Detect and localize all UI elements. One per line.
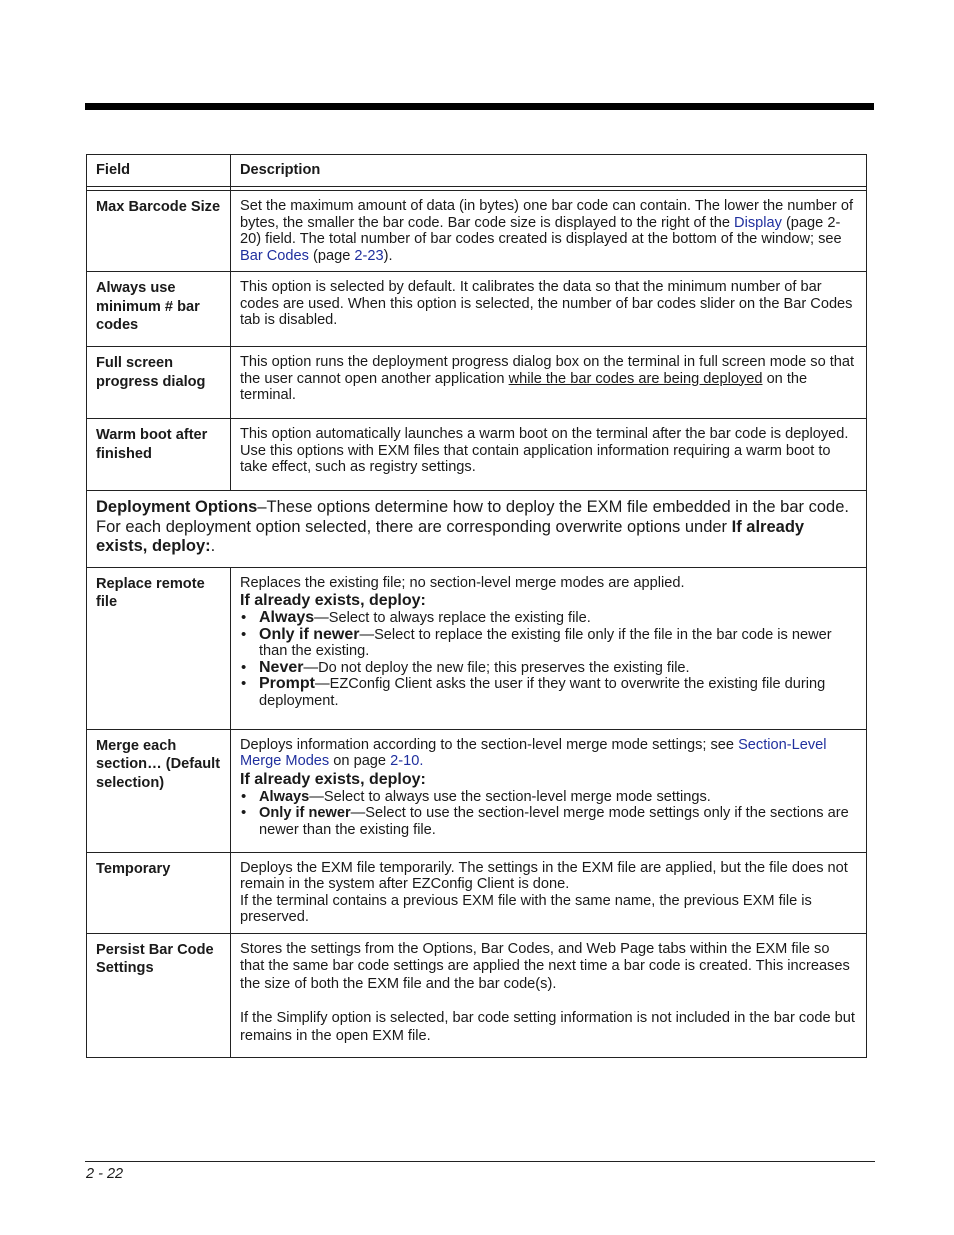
row-field-merge-each: Merge each section… (Default selection) (87, 729, 231, 852)
row-desc-merge-each: Deploys information according to the section-level merge mode settings; see Section-Level Merge Modes on page 2-10. If already exists, deploy: • Always—Select to always use the section-level merge mode settings. • Only if newer—Select to use the section-level merge mode settings only if the sections are newer than the existing file. (231, 729, 867, 852)
table-header-row (87, 155, 867, 187)
row-field-full-screen: Full screen progress dialog (87, 347, 231, 419)
row-desc-replace-remote: Replaces the existing file; no section-level merge modes are applied. If already exists, deploy: • Always—Select to always replace the existing file. • Only if newer—Select to replace the existing file only if the file in the bar code is newer than the existing. • Never—Do not deploy the new file; this preserves the existing file. • Prompt—EZConfig Client asks the user if they want to overwrite the existing file during deployment. (231, 567, 867, 729)
footer-rule (85, 1161, 875, 1162)
table-row (87, 852, 867, 933)
row-field-replace-remote: Replace remote file (87, 567, 231, 729)
list-item: • Always—Select to always use the section-level merge mode settings. (240, 789, 857, 806)
list-item: • Always—Select to always replace the existing file. (240, 610, 857, 627)
row-desc-temporary: Deploys the EXM file temporarily. The settings in the EXM file are applied, but the file does not remain in the system after EZConfig Client is done. If the terminal contains a previous EXM file with the same name, the previous EXM file is preserved. (231, 852, 867, 933)
deployment-options-cell: Deployment Options–These options determine how to deploy the EXM file embedded in the bar code. For each deployment option selected, there are corresponding overwrite options under If already exists, deploy:. (87, 491, 867, 568)
page-2-23-link[interactable]: 2-23 (354, 247, 384, 264)
row-desc-persist: Stores the settings from the Options, Bar Codes, and Web Page tabs within the EXM file so that the same bar code settings are applied the next time a bar code is created. This increases the size of both the EXM file and the bar code(s). If the Simplify option is selected, bar code setting information is not included in the bar code but remains in the open EXM file. (231, 933, 867, 1057)
list-item: • Only if newer—Select to replace the existing file only if the file in the bar code is newer than the existing. (240, 627, 857, 660)
section-level-merge-modes-link[interactable]: Section-Level Merge Modes (240, 736, 827, 769)
list-item: • Prompt—EZConfig Client asks the user if they want to overwrite the existing file during deployment. (240, 676, 857, 709)
table-row (87, 419, 867, 491)
merge-options-list (240, 789, 857, 839)
page-2-10-link[interactable]: 2-10 (390, 753, 420, 769)
row-field-max-barcode: Max Barcode Size (87, 191, 231, 272)
row-field-warm-boot: Warm boot after finished (87, 419, 231, 491)
row-desc-max-barcode: Set the maximum amount of data (in bytes) one bar code can contain. The lower the number of bytes, the smaller the bar code. Bar code size is displayed to the right of the Display (page 2-20) field. The total number of bar codes created is displayed at the bottom of the window; see Bar Codes (page 2-23). (231, 191, 867, 272)
deployment-options-row (87, 491, 867, 568)
row-field-persist: Persist Bar Code Settings (87, 933, 231, 1057)
page-number: 2 - 22 (86, 1166, 124, 1182)
if-exists-subhead: If already exists, deploy: (240, 770, 426, 788)
table-row (87, 191, 867, 272)
header-rule (85, 103, 874, 110)
row-desc-full-screen: This option runs the deployment progress dialog box on the terminal in full screen mode so that the user cannot open another application while the bar codes are being deployed on the terminal. (231, 347, 867, 419)
overwrite-options-list (240, 610, 857, 709)
underlined-phrase: while the bar codes are being deployed (508, 370, 763, 387)
display-link[interactable]: Display (734, 214, 782, 231)
header-field: Field (87, 155, 231, 187)
deployment-options-title: Deployment Options (96, 498, 258, 516)
table-row (87, 729, 867, 852)
row-field-always-use-min: Always use minimum # bar codes (87, 272, 231, 347)
table-row (87, 347, 867, 419)
if-exists-subhead: If already exists, deploy: (240, 592, 426, 609)
field-description-table (86, 154, 867, 1058)
row-desc-always-use-min: This option is selected by default. It calibrates the data so that the minimum number of bar codes are used. When this option is selected, the number of bar codes slider on the Bar Codes tab is disabled. (231, 272, 867, 347)
bar-codes-link[interactable]: Bar Codes (240, 247, 309, 264)
row-desc-warm-boot: This option automatically launches a warm boot on the terminal after the bar code is deployed. Use this options with EXM files that contain application information requiring a warm boot to take effect, such as registry settings. (231, 419, 867, 491)
table-row (87, 567, 867, 729)
list-item: • Never—Do not deploy the new file; this preserves the existing file. (240, 660, 857, 677)
row-field-temporary: Temporary (87, 852, 231, 933)
header-description: Description (231, 155, 867, 187)
list-item: • Only if newer—Select to use the section-level merge mode settings only if the sections are newer than the existing file. (240, 805, 857, 838)
table-row (87, 933, 867, 1057)
table-row (87, 272, 867, 347)
